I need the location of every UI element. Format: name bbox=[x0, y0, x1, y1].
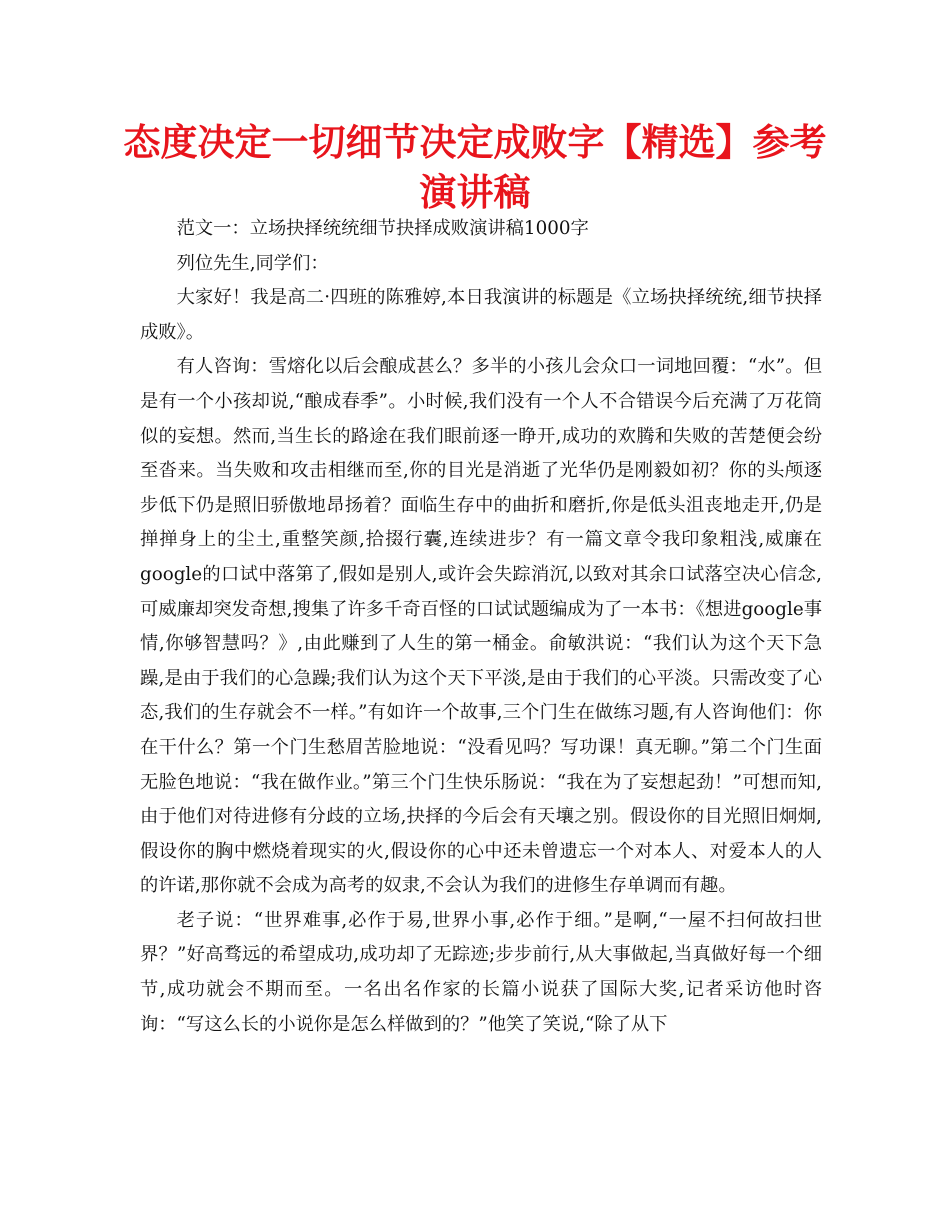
document-body bbox=[140, 212, 822, 1042]
paragraph-sample-label: 范文一：立场抉择统统细节抉择成败演讲稿1000字 bbox=[176, 218, 589, 239]
paragraph-greeting: 大家好！我是高二·四班的陈雅婷,本日我演讲的标题是《立场抉择统统,细节抉择成败》。 bbox=[140, 287, 822, 343]
paragraph-details: 老子说：“世界难事,必作于易,世界小事,必作于细。”是啊,“一屋不扫何故扫世界？”好高骛远的希望成功,成功却了无踪迹;步步前行,从大事做起,当真做好每一个细节,成功就会不期而至。一名出名作家的长篇小说获了国际大奖,记者采访他时咨询：“写这么长的小说你是怎么样做到的？”他笑了笑说,“除了从下 bbox=[140, 909, 822, 1035]
paragraph-salutation: 列位先生,同学们： bbox=[176, 252, 329, 274]
document-title: 态度决定一切细节决定成败字【精选】参考演讲稿 bbox=[123, 121, 827, 214]
paragraph-attitude: 有人咨询：雪熔化以后会酿成甚么？多半的小孩儿会众口一词地回覆：“水”。但是有一个小孩却说,“酿成春季”。小时候,我们没有一个人不合错误今后充满了万花筒似的妄想。然而,当生长的路途在我们眼前逐一睁开,成功的欢腾和失败的苦楚便会纷至沓来。当失败和攻击相继而至,你的目光是消逝了光华仍是刚毅如初？你的头颅逐步低下仍是照旧骄傲地昂扬着？面临生存中的曲折和磨折,你是低头沮丧地走开,仍是掸掸身上的尘土,重整笑颜,拾掇行囊,连续进步？有一篇文章令我印象粗浅,威廉在google的口试中落第了,假如是别人,或许会失踪消沉,以致对其余口试落空决心信念,可威廉却突发奇想,搜集了许多千奇百怪的口试试题编成为了一本书：《想进google事情,你够智慧吗？》,由此赚到了人生的第一桶金。俞敏洪说：“我们认为这个天下急躁,是由于我们的心急躁;我们认为这个天下平淡,是由于我们的心平淡。只需改变了心态,我们的生存就会不一样。”有如许一个故事,三个门生在做练习题,有人咨询他们：你在干什么？第一个门生愁眉苦脸地说：“没看见吗？写功课！真无聊。”第二个门生面无脸色地说：“我在做作业。”第三个门生快乐肠说：“我在为了妄想起劲！”可想而知,由于他们对待进修有分歧的立场,抉择的今后会有天壤之别。假设你的目光照旧炯炯,假设你的胸中燃烧着现实的火,假设你的心中还未曾遗忘一个对本人、对爱本人的人的许诺,那你就不会成为高考的奴隶,不会认为我们的进修生存单调而有趣。 bbox=[140, 356, 822, 897]
